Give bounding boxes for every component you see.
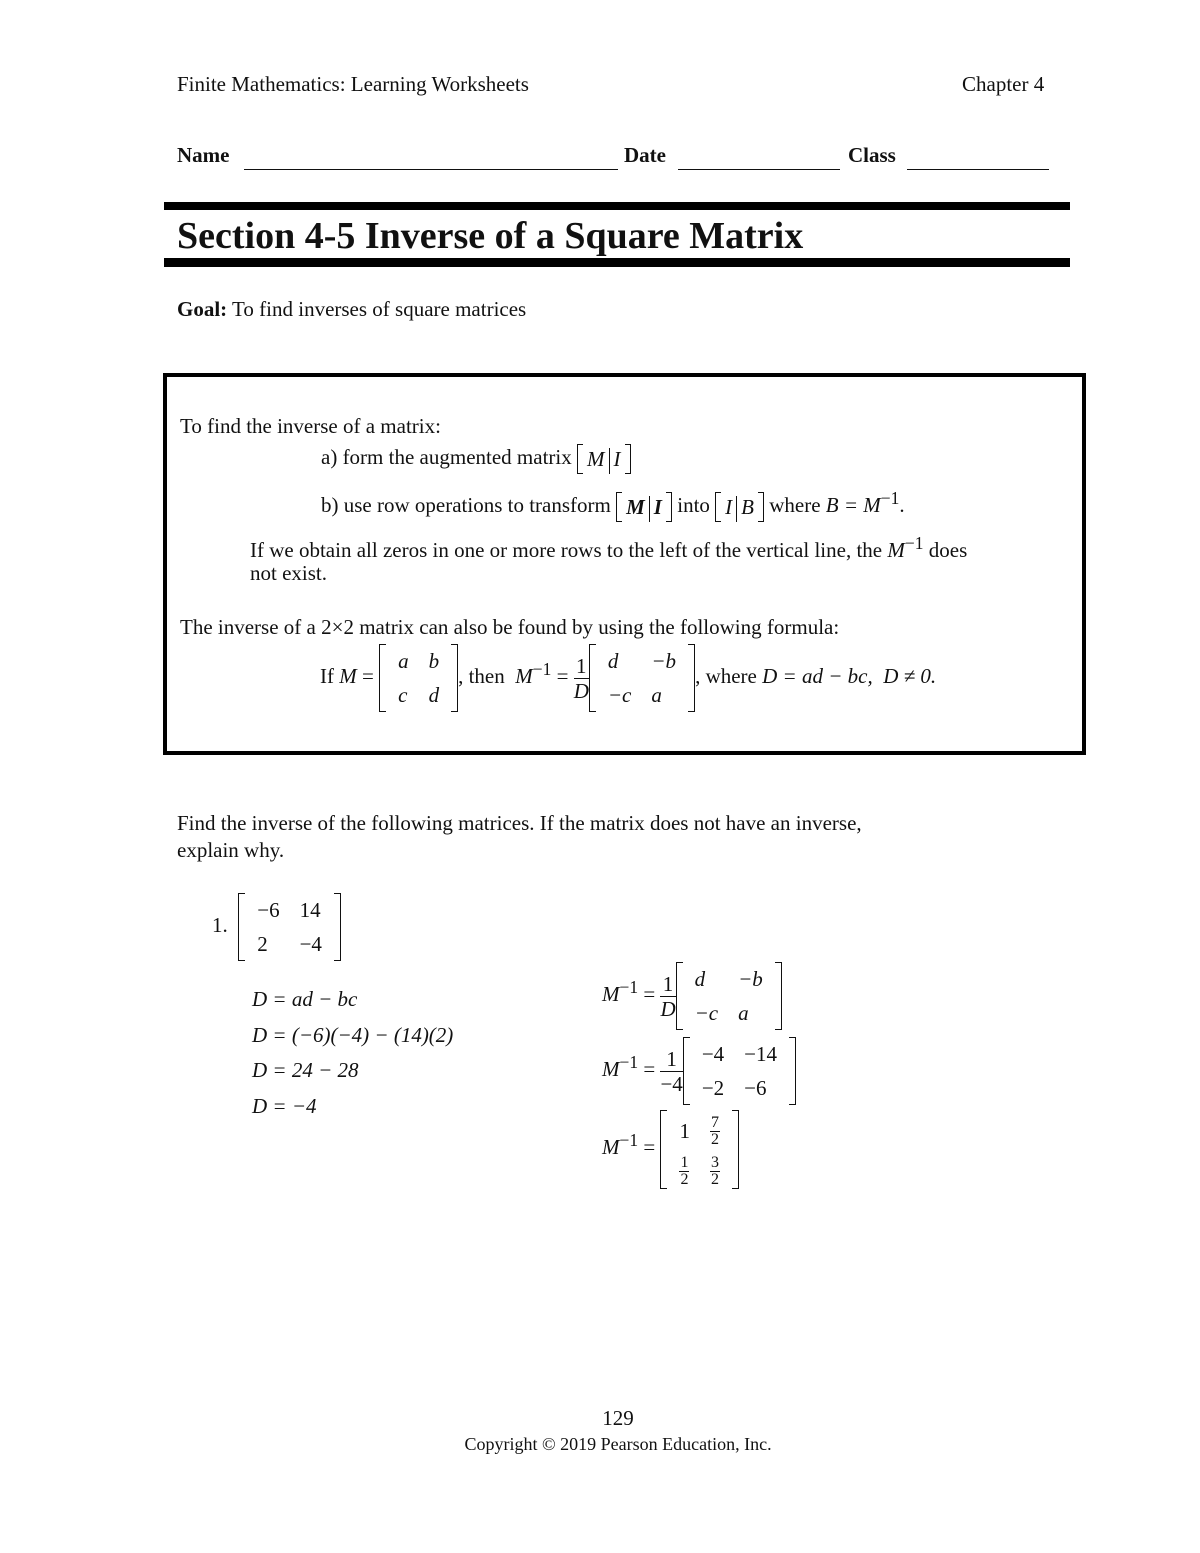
formula-intro: The inverse of a 2×2 matrix can also be found by using the following formula: bbox=[180, 615, 840, 639]
augmented-matrix-MI: M I bbox=[577, 444, 631, 474]
instructions-line-1: Find the inverse of the following matrices. If the matrix does not have an inverse, bbox=[177, 811, 862, 835]
title-rule-top bbox=[164, 202, 1070, 210]
goal-text: To find inverses of square matrices bbox=[232, 297, 527, 321]
problem-number: 1. bbox=[212, 912, 228, 937]
inverse-formula: If M = a b c d , then $M^{-1}$ = $\frac{1}{D}$ d −b −c a , where D = ad − bc, D ≠ 0. bbox=[320, 644, 936, 712]
matrix-cell: −b bbox=[651, 649, 677, 673]
matrix-cell: b bbox=[428, 649, 440, 673]
one-over-D: $\frac{1}{D}$ bbox=[573, 653, 589, 703]
D-definition: D = ad − bc, bbox=[762, 663, 873, 688]
inverse-step-1: $M^{-1}$ = $\frac{1}{D}$ d −b −c a bbox=[602, 962, 782, 1030]
B-equals-M: B = M bbox=[825, 493, 881, 517]
matrix-cell: d bbox=[694, 967, 706, 991]
step-b: b) use row operations to transform M I into I B where $B = M^{-1}$. bbox=[321, 488, 905, 522]
matrix-cell: c bbox=[398, 683, 408, 707]
matrix-cell: 14 bbox=[299, 898, 321, 922]
running-header-title: Finite Mathematics: Learning Worksheets bbox=[177, 72, 529, 96]
det-step-4: D = −4 bbox=[252, 1093, 317, 1118]
where-text: where bbox=[769, 493, 821, 517]
name-field[interactable] bbox=[244, 169, 618, 170]
student-info-row bbox=[177, 143, 1049, 173]
det-step-1: D = ad − bc bbox=[252, 987, 358, 1011]
instructions-line-2: explain why. bbox=[177, 838, 285, 862]
matrix-cell: −6 bbox=[257, 898, 280, 922]
running-header-chapter: Chapter 4 bbox=[962, 72, 1045, 96]
det-step-3: D = 24 − 28 bbox=[252, 1058, 359, 1082]
date-label: Date bbox=[624, 143, 666, 167]
matrix-cell: d bbox=[428, 683, 440, 707]
matrix-cell: −2 bbox=[701, 1076, 725, 1100]
adjugate-numeric-matrix bbox=[683, 1037, 796, 1105]
inverse-exponent: −1 bbox=[880, 488, 900, 508]
matrix-cell: −4 bbox=[299, 932, 322, 956]
matrix-cell: 2 bbox=[257, 932, 268, 956]
page-number: 129 bbox=[602, 1406, 634, 1430]
augmented-matrix-MI-bold: M I bbox=[616, 492, 672, 522]
copyright: Copyright © 2019 Pearson Education, Inc. bbox=[464, 1434, 772, 1454]
det-step-2: D = (−6)(−4) − (14)(2) bbox=[252, 1022, 454, 1047]
section-title: Section 4-5 Inverse of a Square Matrix bbox=[177, 215, 804, 257]
matrix-cell: a bbox=[398, 649, 409, 673]
matrix-cell: −b bbox=[738, 967, 763, 991]
matrix-cell: −c bbox=[607, 683, 632, 707]
class-field[interactable] bbox=[907, 169, 1049, 170]
problem-1 bbox=[212, 893, 341, 961]
matrix-cell: −6 bbox=[744, 1076, 767, 1100]
matrix-cell: a bbox=[651, 683, 662, 707]
adjugate-symbolic-matrix bbox=[676, 962, 782, 1030]
step-a-text: a) form the augmented matrix bbox=[321, 444, 572, 469]
matrix-cell: −c bbox=[694, 1001, 719, 1025]
D-nonzero: D ≠ 0. bbox=[883, 663, 937, 688]
name-label: Name bbox=[177, 143, 230, 167]
augmented-matrix-IB: I B bbox=[715, 492, 764, 522]
matrix-cell: −4 bbox=[701, 1042, 725, 1066]
step-a bbox=[321, 444, 631, 474]
step-b-text: b) use row operations to transform bbox=[321, 493, 611, 517]
matrix-cell: −14 bbox=[744, 1042, 777, 1066]
problem-matrix bbox=[238, 893, 341, 961]
goal-label: Goal: bbox=[177, 297, 228, 321]
class-label: Class bbox=[848, 143, 896, 167]
box-intro: To find the inverse of a matrix: bbox=[180, 414, 441, 438]
adjugate-matrix bbox=[589, 644, 695, 712]
note-line-1: If we obtain all zeros in one or more rows to the left of the vertical line, the $M^{-1}$ does bbox=[250, 533, 968, 562]
matrix-cell: a bbox=[738, 1001, 749, 1025]
into-text: into bbox=[677, 493, 710, 517]
goal-line bbox=[177, 297, 526, 322]
inverse-result-matrix: 1 $\frac{7}{2}$ $\frac{1}{2}$ $\frac{3}{2}$ bbox=[660, 1110, 739, 1189]
determinant-steps bbox=[252, 982, 453, 1124]
title-rule-bottom bbox=[164, 258, 1070, 267]
matrix-cell: d bbox=[607, 649, 619, 673]
note-line-2: not exist. bbox=[250, 561, 327, 585]
general-matrix bbox=[379, 644, 458, 712]
inverse-step-2: $M^{-1}$ = $\frac{1}{-4}$ −4 −14 −2 −6 bbox=[602, 1037, 796, 1105]
inverse-result: $M^{-1}$ = 1 $\frac{7}{2}$ $\frac{1}{2}$ $\frac{3}{2}$ bbox=[602, 1110, 739, 1189]
date-field[interactable] bbox=[678, 169, 840, 170]
